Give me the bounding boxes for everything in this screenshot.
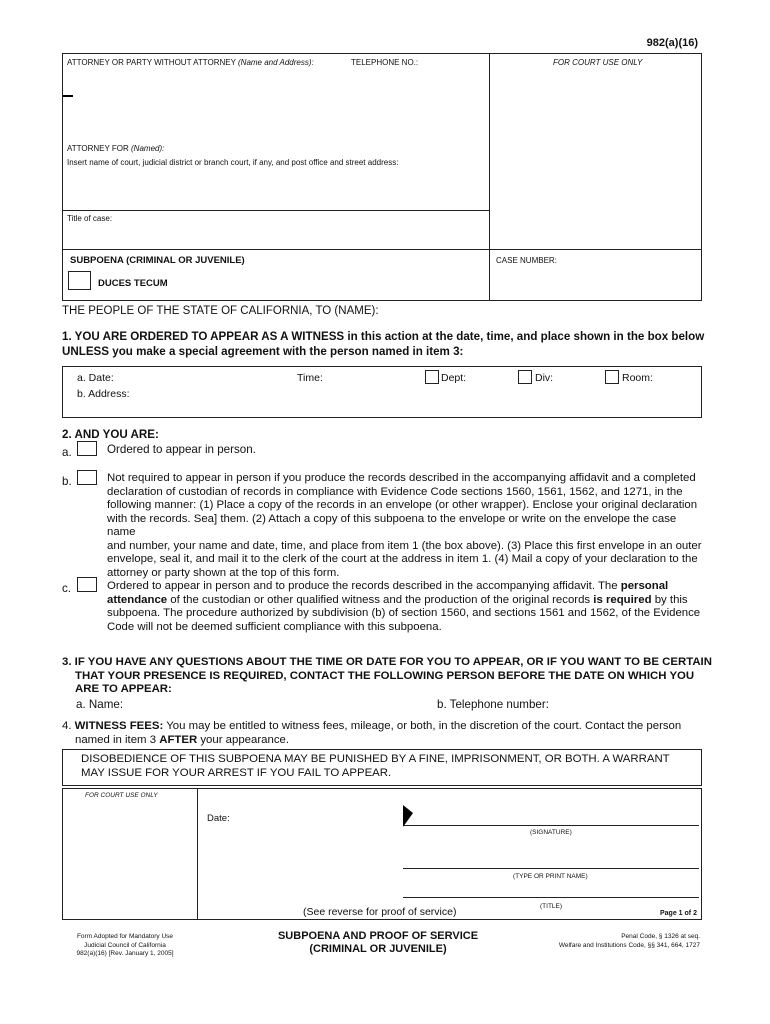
caption-rule-subpoena [62, 249, 702, 250]
item2a-text: Ordered to appear in person. [107, 443, 256, 456]
sig-date-label: Date: [207, 813, 230, 824]
signature-divider [197, 788, 198, 920]
item2-heading: 2. AND YOU ARE: [62, 428, 159, 441]
signature-arrow-icon [403, 805, 413, 827]
item4-text: 4. WITNESS FEES: You may be entitled to witness fees, mileage, or both, in the discretion of the court. Contact the person named in item 3 AFTER your appearance. [62, 720, 682, 746]
page-number: Page 1 of 2 [660, 910, 697, 917]
subpoena-title: SUBPOENA (CRIMINAL OR JUVENILE) [70, 255, 245, 266]
duces-tecum-checkbox[interactable] [68, 271, 91, 290]
footer-right: Penal Code, § 1326 at seq. Welfare and Institutions Code, §§ 341, 664, 1727 [558, 933, 700, 949]
reverse-note: (See reverse for proof of service) [303, 906, 457, 918]
item3-name-label: a. Name: [76, 698, 124, 711]
form-number: 982(a)(16) [646, 37, 698, 49]
item2b-text: Not required to appear in person if you produce the records described in the accompanying affidavit and a completed declaration of custodian of records in compliance with Evidence Code sections 1560, 1561, 1562, and 1271, in the following manner: (1) Place a copy of the records in an envelope (or other wrapper). Enclose your original declaration with the records. Sea] them. (2) Attach a copy of this subpoena to the envelope or write on the envelope the case name and number, your name and date, time, and place from item 1 (the box above). (3) Place this first envelope in an outer envelope, seal it, and mail it to the clerk of the court at the address in item 1. (4) Mail a copy of your declaration to the attorney or party shown at the top of this form. [107, 472, 702, 579]
date-label: a. Date: [77, 372, 114, 384]
item2b-letter: b. [62, 475, 72, 488]
div-checkbox[interactable] [518, 370, 532, 384]
title-line [403, 897, 699, 898]
footer-left: Form Adopted for Mandatory Use Judicial Council of California 982(a)(16) [Rev. January 1, 2005] [76, 933, 174, 957]
caption-rule-title [62, 210, 490, 211]
sig-court-use-label: FOR COURT USE ONLY [85, 792, 158, 799]
caption-divider [489, 53, 490, 301]
court-name-label: Insert name of court, judicial district or branch court, if any, and post office and street address: [67, 158, 399, 167]
room-checkbox[interactable] [605, 370, 619, 384]
time-label: Time: [297, 372, 323, 384]
item1-line2: UNLESS you make a special agreement with the person named in item 3: [62, 345, 464, 358]
attorney-for-label: ATTORNEY FOR (Named): [67, 144, 165, 153]
footer-title: SUBPOENA AND PROOF OF SERVICE (CRIMINAL OR JUVENILE) [277, 930, 479, 955]
div-label: Div: [535, 372, 554, 384]
item2b-checkbox[interactable] [77, 470, 97, 485]
signature-label: (SIGNATURE) [530, 829, 572, 836]
print-name-label: (TYPE OR PRINT NAME) [513, 873, 588, 880]
item1-line1: 1. YOU ARE ORDERED TO APPEAR AS A WITNESS in this action at the date, time, and place shown in the box below [62, 330, 705, 343]
court-use-label: FOR COURT USE ONLY [553, 58, 643, 67]
item3-phone-label: b. Telephone number: [437, 698, 549, 711]
attorney-tick [63, 95, 73, 97]
warning-text: DISOBEDIENCE OF THIS SUBPOENA MAY BE PUNISHED BY A FINE, IMPRISONMENT, OR BOTH. A WARRANT MAY ISSUE FOR YOUR ARREST IF YOU FAIL TO APPEAR. [81, 753, 670, 779]
item2c-checkbox[interactable] [77, 577, 97, 592]
duces-tecum-label: DUCES TECUM [98, 278, 168, 289]
room-label: Room: [622, 372, 653, 384]
dept-checkbox[interactable] [425, 370, 439, 384]
address-label: b. Address: [77, 388, 130, 400]
case-number-label: CASE NUMBER: [496, 256, 557, 265]
item3-text: 3. IF YOU HAVE ANY QUESTIONS ABOUT THE TIME OR DATE FOR YOU TO APPEAR, OR IF YOU WANT TO BE CERTAIN THAT YOUR PRESENCE IS REQUIRED, CONTACT THE FOLLOWING PERSON BEFORE THE DATE ON WHICH YOU ARE TO APPEAR: [62, 656, 712, 695]
attorney-label: ATTORNEY OR PARTY WITHOUT ATTORNEY (Name and Address): [67, 58, 314, 67]
dept-label: Dept: [441, 372, 467, 384]
signature-box [62, 788, 702, 920]
item2a-letter: a. [62, 446, 72, 459]
telephone-label: TELEPHONE NO.: [351, 58, 419, 67]
item2c-text: Ordered to appear in person and to produce the records described in the accompanying affidavit. The personal attendance of the custodian or other qualified witness and the production of the original records is required by this subpoena. The procedure authorized by subdivision (b) of section 1560, and sections 1561 and 1562, of the Evidence Code will not be deemed sufficient compliance with this subpoena. [107, 580, 701, 633]
case-title-label: Title of case: [67, 214, 113, 223]
item2a-checkbox[interactable] [77, 441, 97, 456]
signature-line [403, 825, 699, 826]
attorney-name-field[interactable] [74, 70, 344, 130]
people-line: THE PEOPLE OF THE STATE OF CALIFORNIA, TO (NAME): [62, 305, 379, 317]
sig-title-label: (TITLE) [540, 903, 563, 910]
item2c-letter: c. [62, 582, 72, 595]
print-name-line [403, 868, 699, 869]
